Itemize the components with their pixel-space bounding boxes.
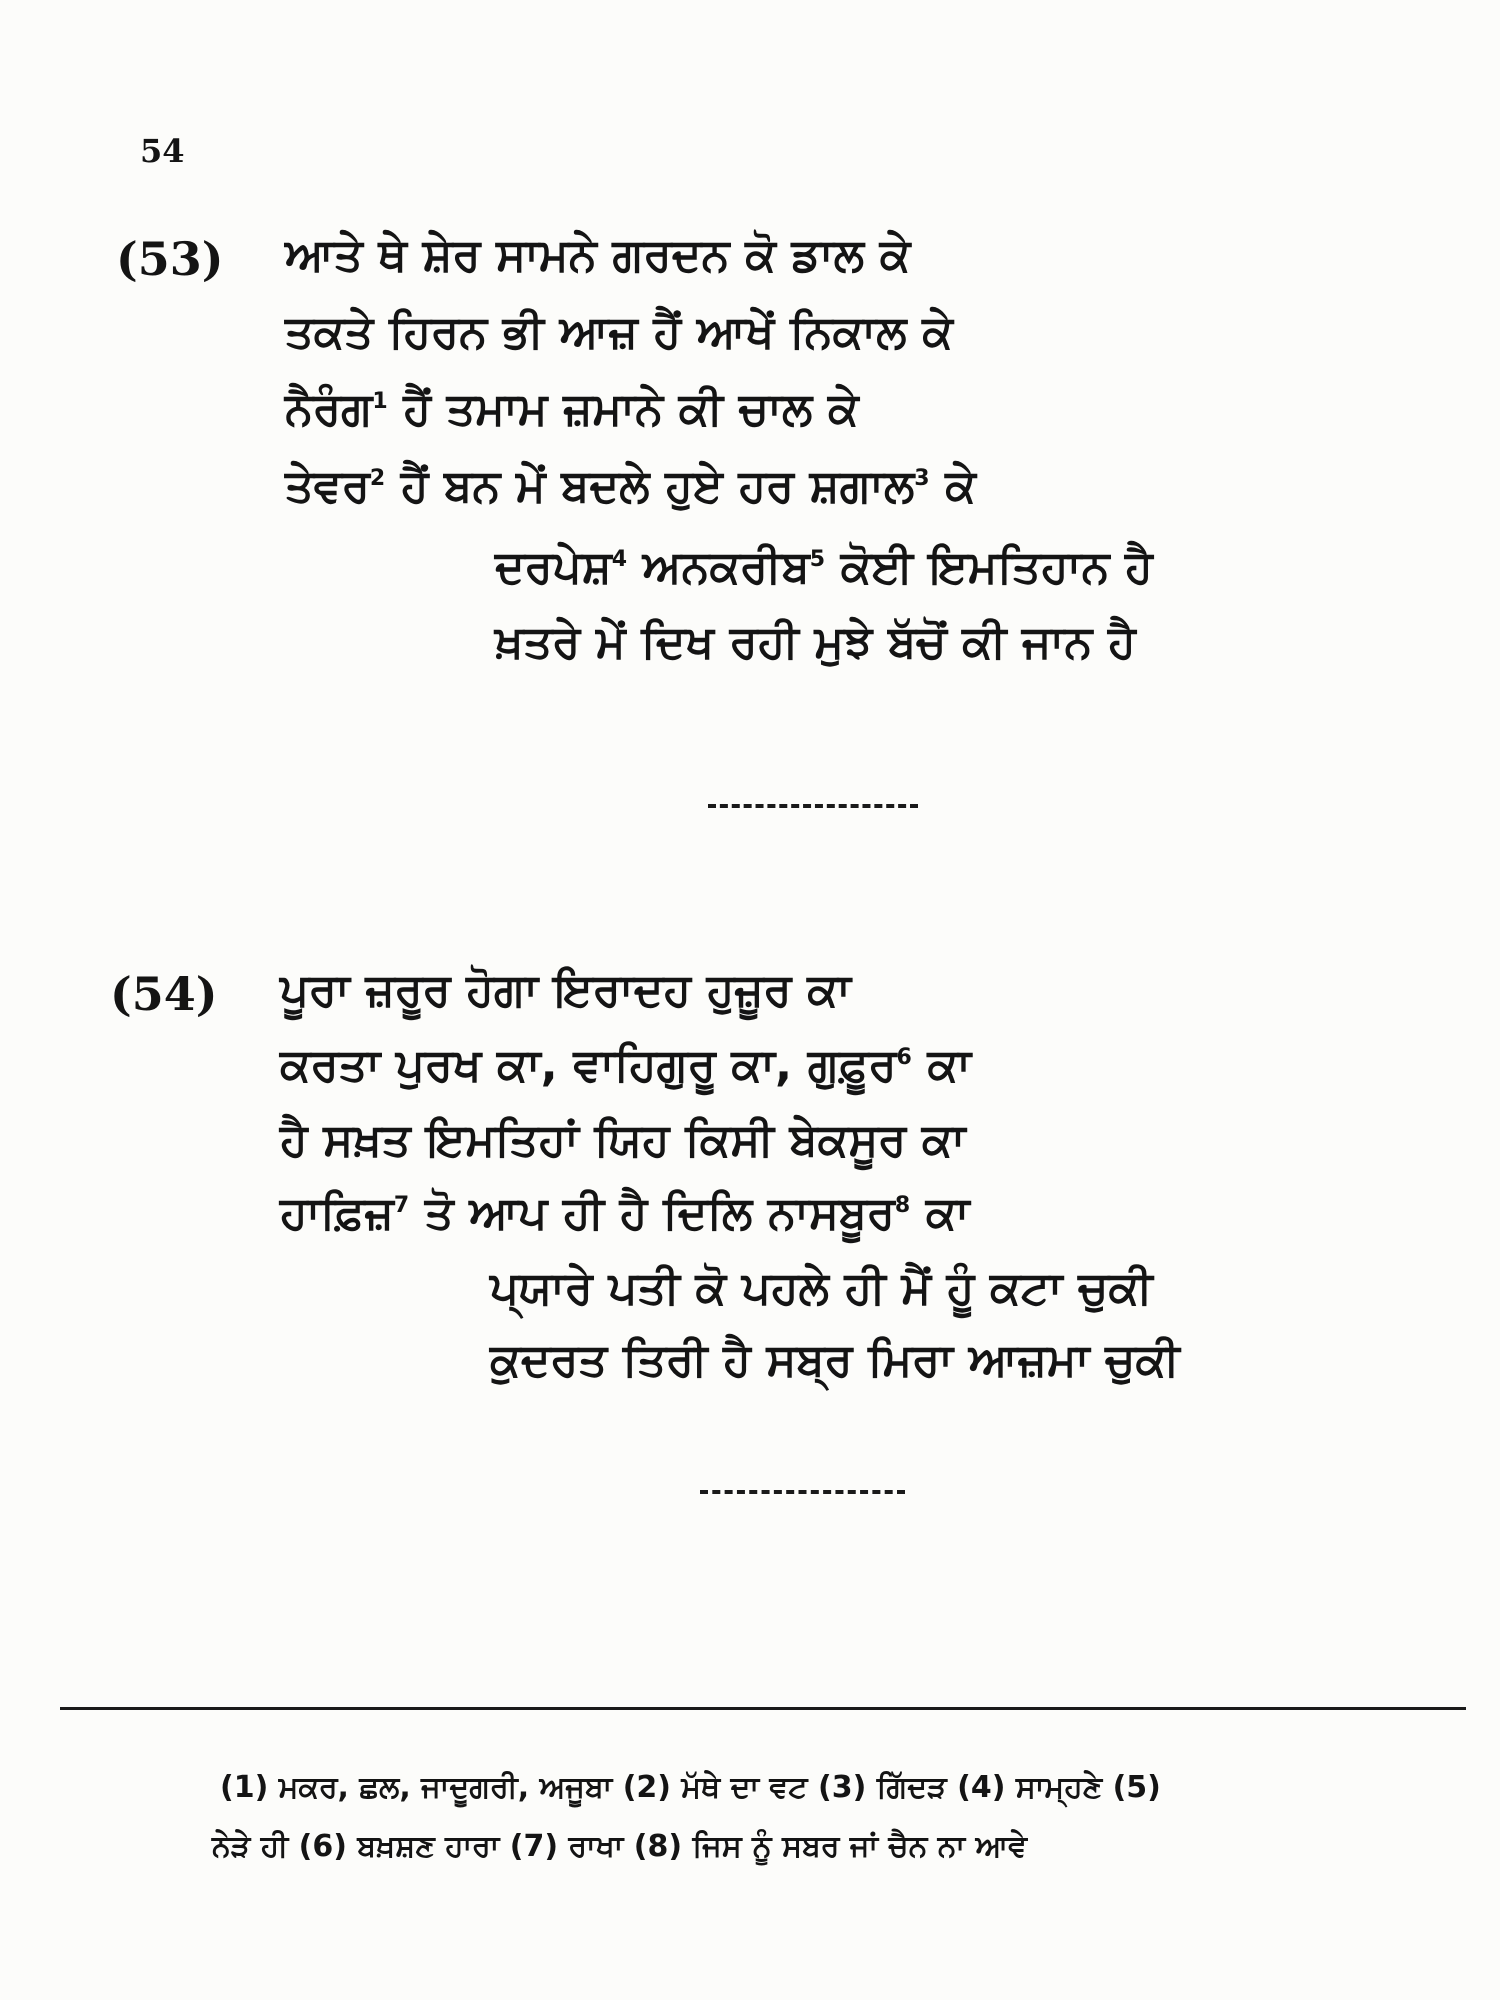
footnote-line: (1) ਮਕਰ, ਛਲ, ਜਾਦੂਗਰੀ, ਅਜੂਬਾ (2) ਮੱਥੇ ਦਾ ਵਟ (3) ਗਿੱਦੜ (4) ਸਾਮ੍ਹਣੇ (5): [220, 1770, 1161, 1805]
footnote-rule: [60, 1707, 1466, 1710]
verse-line: ਤੇਵਰ$^2$ ਹੈਂ ਬਨ ਮੇਂ ਬਦਲੇ ਹੁਏ ਹਰ ਸ਼ਗਾਲ$^3$ ਕੇ: [285, 459, 976, 512]
couplet-line: ਕੁਦਰਤ ਤਿਰੀ ਹੈ ਸਬ੍ਰ ਮਿਰਾ ਆਜ਼ਮਾ ਚੁਕੀ: [490, 1333, 1180, 1386]
footnote-marker: 2: [369, 466, 386, 491]
footnote-marker: 6: [896, 1045, 912, 1070]
stanza-number: (53): [116, 232, 224, 286]
section-divider: [700, 1490, 905, 1494]
section-divider: [708, 804, 918, 808]
footnote-marker: 8: [894, 1193, 911, 1218]
footnote-marker: 3: [914, 466, 930, 491]
verse-line: ਨੈਰੰਗ$^1$ ਹੈਂ ਤਮਾਮ ਜ਼ਮਾਨੇ ਕੀ ਚਾਲ ਕੇ: [285, 382, 859, 435]
couplet-line: ਦਰਪੇਸ਼$^4$ ਅਨਕਰੀਬ$^5$ ਕੋਈ ਇਮਤਿਹਾਨ ਹੈ: [495, 540, 1153, 593]
couplet-line: ਖ਼ਤਰੇ ਮੇਂ ਦਿਖ ਰਹੀ ਮੁਝੇ ਬੱਚੋਂ ਕੀ ਜਾਨ ਹੈ: [495, 615, 1136, 668]
verse-line: ਪੂਰਾ ਜ਼ਰੂਰ ਹੋਗਾ ਇਰਾਦਹ ਹੁਜ਼ੂਰ ਕਾ: [280, 963, 851, 1016]
footnote-marker: 7: [393, 1193, 410, 1218]
verse-line: ਹੈ ਸਖ਼ਤ ਇਮਤਿਹਾਂ ਯਿਹ ਕਿਸੀ ਬੇਕਸੂਰ ਕਾ: [280, 1113, 966, 1166]
verse-line: ਕਰਤਾ ਪੁਰਖ ਕਾ, ਵਾਹਿਗੁਰੂ ਕਾ, ਗੁਫ਼ੂਰ$^6$ ਕਾ: [280, 1038, 972, 1091]
footnote-marker: 1: [372, 389, 388, 414]
footnote-line: ਨੇੜੇ ਹੀ (6) ਬਖ਼ਸ਼ਣ ਹਾਰਾ (7) ਰਾਖਾ (8) ਜਿਸ ਨੂੰ ਸਬਰ ਜਾਂ ਚੈਨ ਨਾ ਆਵੇ: [212, 1829, 1027, 1864]
page-number: 54: [140, 132, 185, 170]
footnote-marker: 4: [611, 547, 627, 572]
verse-line: ਹਾਫ਼ਿਜ਼$^7$ ਤੋ ਆਪ ਹੀ ਹੈ ਦਿਲਿ ਨਾਸਬੂਰ$^8$ ਕਾ: [280, 1186, 970, 1239]
verse-line: ਆਤੇ ਥੇ ਸ਼ੇਰ ਸਾਮਨੇ ਗਰਦਨ ਕੋ ਡਾਲ ਕੇ: [285, 228, 911, 281]
verse-line: ਤਕਤੇ ਹਿਰਨ ਭੀ ਆਜ਼ ਹੈਂ ਆਖੇਂ ਨਿਕਾਲ ਕੇ: [285, 305, 953, 358]
footnote-marker: 5: [809, 547, 826, 572]
couplet-line: ਪ੍ਯਾਰੇ ਪਤੀ ਕੋ ਪਹਲੇ ਹੀ ਮੈਂ ਹੂੰ ਕਟਾ ਚੁਕੀ: [490, 1261, 1153, 1314]
stanza-number: (54): [110, 967, 218, 1021]
